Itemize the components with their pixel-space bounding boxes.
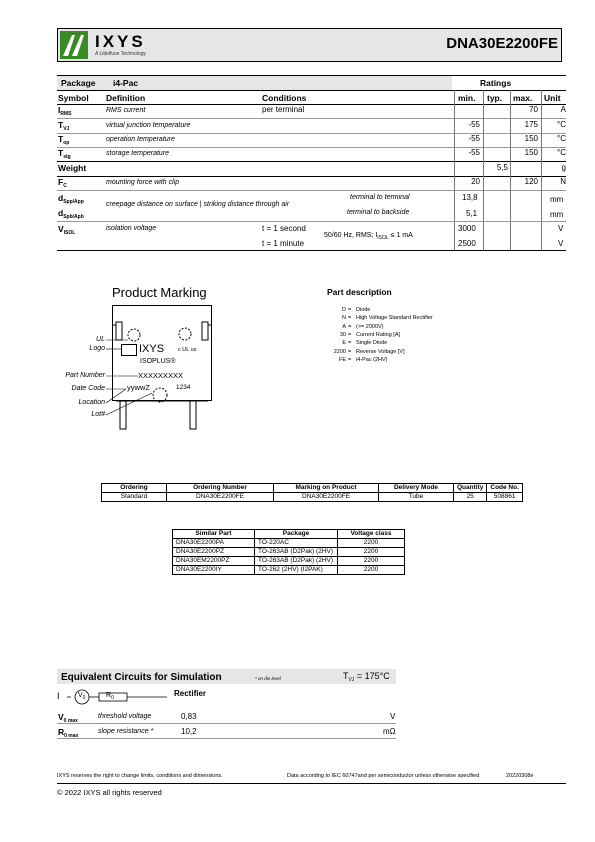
creep-unit-2: mm (550, 210, 564, 219)
col-min: min. (458, 93, 476, 103)
pd-description: Diode (356, 307, 371, 313)
col-unit: Unit (544, 93, 561, 103)
pd-description: (>= 2000V) (356, 323, 384, 330)
isol-unit-2: V (558, 239, 564, 248)
similar-cell: DNA30E2200PZ (173, 548, 255, 557)
creep-symbol-2 (58, 208, 84, 220)
ul-mark: c UL us (178, 347, 197, 353)
temp-sym: T (343, 671, 349, 681)
rule (57, 176, 566, 177)
rating-symbol (58, 177, 67, 189)
ordering-cell: Tube (379, 493, 454, 502)
eq-val-v0: 0,83 (181, 712, 197, 721)
pd-code: A (342, 323, 346, 330)
rule (57, 250, 566, 251)
ordering-table (101, 483, 523, 502)
ordering-header: Marking on Product (274, 484, 379, 493)
eq-def-v0: threshold voltage (98, 713, 152, 720)
creep-min-1: 13,8 (462, 193, 478, 202)
rule (57, 221, 566, 222)
sym: V (58, 224, 64, 234)
chip-part-number: XXXXXXXXX (138, 371, 184, 380)
rating-definition: mounting force with clip (106, 179, 180, 186)
sub: 0 max (64, 733, 79, 739)
rule (57, 190, 566, 191)
sub: 0 max (63, 718, 78, 724)
sub: Spb/Apb (63, 214, 84, 220)
chip-date-code: yywwZ (127, 383, 150, 392)
similar-cell: TO-262 (2HV) (I2PAK) (255, 566, 338, 575)
rating-symbol (58, 148, 71, 160)
rating-max: 150 (524, 134, 538, 143)
sym: d (58, 193, 64, 203)
sub: ISOL (63, 230, 76, 236)
rating-unit: °C (557, 148, 566, 157)
isol-condition (324, 232, 413, 241)
similar-cell: 2200 (338, 548, 405, 557)
pd-code: 2200 (333, 348, 346, 355)
similar-row (173, 548, 405, 557)
pd-code: N (342, 315, 346, 322)
sub: stg (63, 154, 71, 160)
pd-equals: = (348, 340, 352, 347)
rating-unit: g (561, 163, 566, 172)
ordering-row (102, 493, 523, 502)
pd-equals: = (348, 348, 352, 355)
pd-equals: = (348, 356, 352, 363)
col-divider (510, 90, 511, 250)
eq-def-r0: slope resistance * (98, 728, 154, 735)
label-location: Location (78, 399, 105, 406)
equivalent-temp (343, 671, 390, 683)
sym: T (58, 120, 64, 130)
similar-cell: TO-220AC (255, 539, 338, 548)
circuit-r0-label (106, 692, 114, 701)
rating-unit: °C (557, 134, 566, 143)
footer-revision: 20220308e (506, 773, 534, 779)
similar-cell: 2200 (338, 566, 405, 575)
equivalent-title: Equivalent Circuits for Simulation (61, 672, 222, 683)
rating-unit: °C (557, 120, 566, 129)
rating-max: 70 (529, 105, 538, 114)
similar-cell: DNA30E2200PA (173, 539, 255, 548)
pd-equals: = (348, 307, 352, 313)
r0-sub: 0 (111, 695, 114, 701)
label-ul: UL (96, 336, 105, 343)
v0: V (78, 692, 83, 699)
chip-isoplus: ISOPLUS® (140, 358, 176, 365)
equivalent-note: * on die level (255, 676, 281, 681)
sym: R (58, 727, 65, 737)
col-typ: typ. (487, 93, 503, 103)
similar-row (173, 539, 405, 548)
r0: R (106, 692, 112, 699)
rating-min: -55 (468, 120, 480, 129)
chip-brand: IXYS (139, 343, 165, 355)
part-description-title: Part description (327, 287, 392, 297)
similar-header: Package (255, 530, 338, 539)
rule (57, 104, 566, 105)
isol-unit-1: V (558, 224, 564, 233)
pd-description: Reverse Voltage [V] (356, 348, 405, 355)
sub: RMS (60, 111, 72, 117)
eq-val-r0: 10,2 (181, 727, 197, 736)
sub: Spp/App (63, 199, 84, 205)
rule (57, 118, 566, 119)
rating-symbol (58, 163, 86, 175)
part-number-title: DNA30E2200FE (446, 35, 558, 52)
sub: VJ (63, 126, 70, 132)
brand-subtitle: A Littelfuse Technology (95, 51, 147, 57)
col-definition: Definition (106, 93, 146, 103)
pd-description: Current Rating [A] (356, 331, 401, 338)
sym: d (58, 208, 64, 218)
sym: T (58, 148, 64, 158)
ordering-header: Ordering Number (167, 484, 274, 493)
sym: V (58, 712, 64, 722)
label-part-number: Part Number (65, 372, 105, 379)
cond: 50/60 Hz, RMS; I (324, 232, 378, 239)
similar-cell: DNA30EM2200PZ (173, 557, 255, 566)
similar-header-row (173, 530, 405, 539)
rule (57, 90, 566, 91)
rating-symbol (58, 134, 69, 146)
similar-header: Similar Part (173, 530, 255, 539)
rule (57, 133, 566, 134)
creep-min-2: 5,1 (466, 209, 478, 218)
isol-t2: t = 1 minute (262, 239, 305, 248)
package-value: i4-Pac (113, 78, 139, 88)
similar-cell: 2200 (338, 557, 405, 566)
rating-max: 120 (524, 177, 538, 186)
col-max: max. (513, 93, 533, 103)
similar-cell: TO-263AB (D2Pak) (2HV) (255, 548, 338, 557)
rule (57, 161, 566, 162)
cond-end: ≤ 1 mA (388, 232, 413, 239)
sub: op (63, 140, 70, 146)
similar-parts-table (172, 529, 405, 575)
sym: F (58, 177, 64, 187)
pd-code: D (342, 307, 346, 313)
ordering-cell: 25 (454, 493, 487, 502)
pd-code: E (342, 340, 346, 347)
rating-symbol (58, 120, 69, 132)
pd-equals: = (348, 323, 352, 330)
eq-unit-v0: V (390, 712, 396, 721)
rating-max: 175 (524, 120, 538, 129)
rating-definition: operation temperature (106, 136, 175, 143)
rule (57, 738, 396, 739)
ixys-logo-icon (60, 31, 88, 59)
isol-t1: t = 1 second (262, 224, 306, 233)
brand-name: IXYS (95, 32, 146, 51)
ordering-header: Delivery Mode (379, 484, 454, 493)
cond-sub: ISOL (377, 235, 389, 241)
col-conditions: Conditions (262, 93, 307, 103)
pd-code: 30 (339, 331, 346, 338)
ordering-header: Ordering (102, 484, 167, 493)
pd-description: High Voltage Standard Rectifier (356, 315, 433, 322)
pd-code: FE (338, 356, 346, 363)
rating-condition: per terminal (262, 105, 305, 114)
similar-row (173, 566, 405, 575)
sym: Weight (58, 163, 87, 173)
copyright: © 2022 IXYS all rights reserved (57, 788, 162, 797)
rating-definition: storage temperature (106, 150, 170, 157)
pd-description: Single Diode (356, 340, 388, 347)
ordering-header: Quantity (454, 484, 487, 493)
similar-header: Voltage class (338, 530, 405, 539)
rule (57, 147, 566, 148)
ordering-header-row (102, 484, 523, 493)
package-label: Package (61, 78, 96, 88)
isol-definition: isolation voltage (106, 225, 157, 232)
similar-cell: DNA30E2200IY (173, 566, 255, 575)
chip-lot: 1234 (176, 384, 191, 391)
rule (57, 723, 396, 724)
creep-definition: creepage distance on surface | striking distance through air (106, 201, 290, 208)
col-divider (483, 90, 484, 250)
ordering-cell: DNA30E2200FE (274, 493, 379, 502)
footer-disclaimer: IXYS reserves the right to change limits, conditions and dimensions. (57, 773, 223, 779)
similar-cell: TO-263AB (D2Pak) (2HV) (255, 557, 338, 566)
temp-val: = 175°C (354, 671, 390, 681)
creep-unit-1: mm (550, 195, 564, 204)
label-date-code: Date Code (71, 385, 105, 392)
sym: I (58, 105, 61, 115)
col-symbol: Symbol (58, 93, 89, 103)
rating-max: 150 (524, 148, 538, 157)
similar-row (173, 557, 405, 566)
ordering-cell: 508861 (487, 493, 523, 502)
marking-leader-lines (100, 335, 160, 420)
footer-rule (57, 783, 566, 784)
ordering-header: Code No. (487, 484, 523, 493)
rating-definition: RMS current (106, 107, 146, 114)
creep-cond-1: terminal to terminal (350, 194, 410, 201)
v0-sub: 0 (82, 695, 86, 701)
rule (57, 75, 566, 76)
creep-cond-2: terminal to backside (347, 209, 410, 216)
label-lot: Lot# (91, 411, 105, 418)
rating-min: -55 (468, 148, 480, 157)
rating-unit: A (560, 105, 566, 114)
footer-standard: Data according to IEC 60747and per semiconductor unless otherwise specified (287, 773, 480, 779)
sym: T (58, 134, 64, 144)
eq-unit-r0: mΩ (383, 727, 396, 736)
product-marking-title: Product Marking (112, 285, 207, 300)
pd-equals: = (348, 331, 352, 338)
rating-definition: virtual junction temperature (106, 122, 191, 129)
isol-min-2: 2500 (458, 239, 476, 248)
rating-unit: N (560, 177, 566, 186)
isol-symbol (58, 224, 75, 236)
ordering-cell: DNA30E2200FE (167, 493, 274, 502)
rating-symbol (58, 105, 72, 117)
col-divider (454, 90, 455, 250)
rating-typ: 5,5 (496, 163, 508, 172)
ordering-cell: Standard (102, 493, 167, 502)
rectifier-label: Rectifier (174, 689, 207, 698)
col-divider (541, 90, 542, 250)
ratings-label: Ratings (480, 78, 512, 88)
similar-cell: 2200 (338, 539, 405, 548)
pd-description: i4-Pac (2HV) (356, 356, 388, 363)
isol-min-1: 3000 (458, 224, 476, 233)
label-logo: Logo (89, 345, 105, 352)
temp-sub: VJ (348, 677, 355, 683)
circuit-current-label: I (57, 691, 60, 701)
sub: C (63, 183, 67, 189)
circuit-v0-label (78, 692, 85, 701)
pd-equals: = (348, 315, 352, 322)
rating-min: 20 (471, 177, 480, 186)
rating-min: -55 (468, 134, 480, 143)
creep-symbol-1 (58, 193, 84, 205)
